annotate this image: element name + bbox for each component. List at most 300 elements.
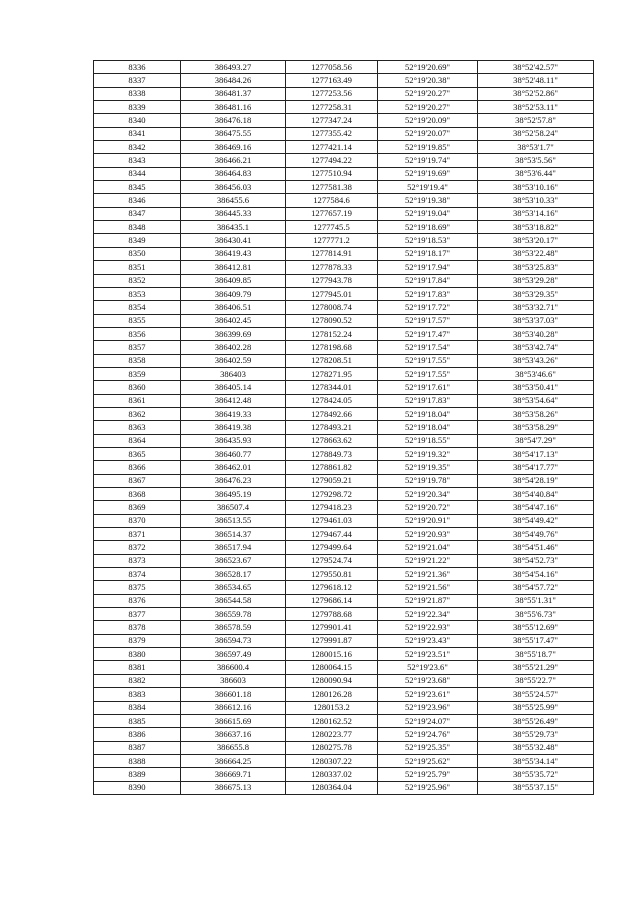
table-row: [94, 101, 594, 114]
table-row: [94, 114, 594, 127]
table-row: [94, 314, 594, 327]
y-coordinate-cell: 1278492.66: [286, 407, 378, 420]
y-coordinate-cell: 1280307.22: [286, 754, 378, 767]
y-coordinate-cell: 1280090.94: [286, 674, 378, 687]
latitude-cell: 52°19'19.38": [378, 194, 478, 207]
point-number-cell: 8363: [94, 421, 181, 434]
y-coordinate-cell: 1278208.51: [286, 354, 378, 367]
longitude-cell: 38°54'40.84": [478, 488, 594, 501]
y-coordinate-cell: 1278152.24: [286, 327, 378, 340]
longitude-cell: 38°54'7.29": [478, 434, 594, 447]
longitude-cell: 38°52'48.11": [478, 74, 594, 87]
longitude-cell: 38°55'29.73": [478, 728, 594, 741]
y-coordinate-cell: 1279059.21: [286, 474, 378, 487]
longitude-cell: 38°55'12.69": [478, 621, 594, 634]
x-coordinate-cell: 386419.43: [181, 247, 286, 260]
table-row: [94, 514, 594, 527]
latitude-cell: 52°19'19.78": [378, 474, 478, 487]
latitude-cell: 52°19'25.96": [378, 781, 478, 794]
point-number-cell: 8385: [94, 714, 181, 727]
longitude-cell: 38°53'20.17": [478, 234, 594, 247]
point-number-cell: 8350: [94, 247, 181, 260]
longitude-cell: 38°53'18.82": [478, 221, 594, 234]
y-coordinate-cell: 1277258.31: [286, 101, 378, 114]
y-coordinate-cell: 1280064.15: [286, 661, 378, 674]
y-coordinate-cell: 1279418.23: [286, 501, 378, 514]
table-row: [94, 541, 594, 554]
point-number-cell: 8355: [94, 314, 181, 327]
y-coordinate-cell: 1280162.52: [286, 714, 378, 727]
latitude-cell: 52°19'20.38": [378, 74, 478, 87]
x-coordinate-cell: 386466.21: [181, 154, 286, 167]
x-coordinate-cell: 386462.01: [181, 461, 286, 474]
table-row: [94, 488, 594, 501]
longitude-cell: 38°55'26.49": [478, 714, 594, 727]
point-number-cell: 8386: [94, 728, 181, 741]
longitude-cell: 38°52'52.86": [478, 87, 594, 100]
point-number-cell: 8375: [94, 581, 181, 594]
latitude-cell: 52°19'18.04": [378, 421, 478, 434]
y-coordinate-cell: 1278849.73: [286, 447, 378, 460]
table-row: [94, 74, 594, 87]
longitude-cell: 38°54'49.76": [478, 528, 594, 541]
latitude-cell: 52°19'19.32": [378, 447, 478, 460]
point-number-cell: 8347: [94, 207, 181, 220]
longitude-cell: 38°53'46.6": [478, 367, 594, 380]
point-number-cell: 8368: [94, 488, 181, 501]
x-coordinate-cell: 386419.38: [181, 421, 286, 434]
y-coordinate-cell: 1277745.5: [286, 221, 378, 234]
y-coordinate-cell: 1278663.62: [286, 434, 378, 447]
longitude-cell: 38°54'17.13": [478, 447, 594, 460]
longitude-cell: 38°53'58.26": [478, 407, 594, 420]
x-coordinate-cell: 386476.18: [181, 114, 286, 127]
table-row: [94, 261, 594, 274]
latitude-cell: 52°19'20.34": [378, 488, 478, 501]
point-number-cell: 8340: [94, 114, 181, 127]
longitude-cell: 38°54'17.77": [478, 461, 594, 474]
latitude-cell: 52°19'18.55": [378, 434, 478, 447]
longitude-cell: 38°54'28.19": [478, 474, 594, 487]
latitude-cell: 52°19'17.55": [378, 354, 478, 367]
x-coordinate-cell: 386664.25: [181, 754, 286, 767]
y-coordinate-cell: 1279991.87: [286, 634, 378, 647]
longitude-cell: 38°53'10.16": [478, 181, 594, 194]
point-number-cell: 8366: [94, 461, 181, 474]
latitude-cell: 52°19'20.27": [378, 101, 478, 114]
table-row: [94, 341, 594, 354]
longitude-cell: 38°53'54.64": [478, 394, 594, 407]
table-row: [94, 287, 594, 300]
longitude-cell: 38°54'51.46": [478, 541, 594, 554]
longitude-cell: 38°53'32.71": [478, 301, 594, 314]
longitude-cell: 38°54'57.72": [478, 581, 594, 594]
point-number-cell: 8362: [94, 407, 181, 420]
x-coordinate-cell: 386476.23: [181, 474, 286, 487]
latitude-cell: 52°19'18.69": [378, 221, 478, 234]
longitude-cell: 38°54'54.16": [478, 568, 594, 581]
y-coordinate-cell: 1279499.64: [286, 541, 378, 554]
point-number-cell: 8341: [94, 127, 181, 140]
x-coordinate-cell: 386456.03: [181, 181, 286, 194]
y-coordinate-cell: 1278271.95: [286, 367, 378, 380]
latitude-cell: 52°19'21.04": [378, 541, 478, 554]
y-coordinate-cell: 1277421.14: [286, 141, 378, 154]
point-number-cell: 8357: [94, 341, 181, 354]
longitude-cell: 38°55'1.31": [478, 594, 594, 607]
latitude-cell: 52°19'17.47": [378, 327, 478, 340]
table-row: [94, 367, 594, 380]
y-coordinate-cell: 1279467.44: [286, 528, 378, 541]
longitude-cell: 38°55'24.57": [478, 688, 594, 701]
y-coordinate-cell: 1277943.78: [286, 274, 378, 287]
y-coordinate-cell: 1279550.81: [286, 568, 378, 581]
table-row: [94, 127, 594, 140]
table-row: [94, 621, 594, 634]
latitude-cell: 52°19'20.91": [378, 514, 478, 527]
point-number-cell: 8365: [94, 447, 181, 460]
x-coordinate-cell: 386481.37: [181, 87, 286, 100]
longitude-cell: 38°52'58.24": [478, 127, 594, 140]
longitude-cell: 38°53'37.03": [478, 314, 594, 327]
longitude-cell: 38°55'25.99": [478, 701, 594, 714]
table-row: [94, 554, 594, 567]
x-coordinate-cell: 386402.45: [181, 314, 286, 327]
table-row: [94, 581, 594, 594]
x-coordinate-cell: 386669.71: [181, 768, 286, 781]
longitude-cell: 38°53'6.44": [478, 167, 594, 180]
table-row: [94, 154, 594, 167]
longitude-cell: 38°53'22.48": [478, 247, 594, 260]
table-row: [94, 474, 594, 487]
table-row: [94, 501, 594, 514]
y-coordinate-cell: 1280364.04: [286, 781, 378, 794]
longitude-cell: 38°55'34.14": [478, 754, 594, 767]
x-coordinate-cell: 386514.37: [181, 528, 286, 541]
latitude-cell: 52°19'22.34": [378, 608, 478, 621]
latitude-cell: 52°19'17.83": [378, 394, 478, 407]
y-coordinate-cell: 1278493.21: [286, 421, 378, 434]
latitude-cell: 52°19'17.72": [378, 301, 478, 314]
latitude-cell: 52°19'21.56": [378, 581, 478, 594]
latitude-cell: 52°19'24.76": [378, 728, 478, 741]
table-row: [94, 247, 594, 260]
table-row: [94, 274, 594, 287]
point-number-cell: 8343: [94, 154, 181, 167]
point-number-cell: 8364: [94, 434, 181, 447]
latitude-cell: 52°19'20.93": [378, 528, 478, 541]
y-coordinate-cell: 1280153.2: [286, 701, 378, 714]
y-coordinate-cell: 1278344.01: [286, 381, 378, 394]
y-coordinate-cell: 1277253.56: [286, 87, 378, 100]
latitude-cell: 52°19'25.62": [378, 754, 478, 767]
latitude-cell: 52°19'21.87": [378, 594, 478, 607]
point-number-cell: 8384: [94, 701, 181, 714]
longitude-cell: 38°55'6.73": [478, 608, 594, 621]
x-coordinate-cell: 386612.16: [181, 701, 286, 714]
longitude-cell: 38°53'42.74": [478, 341, 594, 354]
table-row: [94, 61, 594, 74]
table-row: [94, 354, 594, 367]
latitude-cell: 52°19'19.69": [378, 167, 478, 180]
latitude-cell: 52°19'23.6": [378, 661, 478, 674]
longitude-cell: 38°55'17.47": [478, 634, 594, 647]
y-coordinate-cell: 1277058.56: [286, 61, 378, 74]
point-number-cell: 8380: [94, 648, 181, 661]
y-coordinate-cell: 1277945.01: [286, 287, 378, 300]
x-coordinate-cell: 386399.69: [181, 327, 286, 340]
longitude-cell: 38°53'43.26": [478, 354, 594, 367]
point-number-cell: 8369: [94, 501, 181, 514]
point-number-cell: 8371: [94, 528, 181, 541]
latitude-cell: 52°19'22.93": [378, 621, 478, 634]
latitude-cell: 52°19'18.04": [378, 407, 478, 420]
x-coordinate-cell: 386495.19: [181, 488, 286, 501]
latitude-cell: 52°19'17.94": [378, 261, 478, 274]
table-row: [94, 87, 594, 100]
y-coordinate-cell: 1277814.91: [286, 247, 378, 260]
y-coordinate-cell: 1279686.14: [286, 594, 378, 607]
latitude-cell: 52°19'24.07": [378, 714, 478, 727]
y-coordinate-cell: 1278008.74: [286, 301, 378, 314]
latitude-cell: 52°19'20.72": [378, 501, 478, 514]
x-coordinate-cell: 386460.77: [181, 447, 286, 460]
latitude-cell: 52°19'18.17": [378, 247, 478, 260]
table-row: [94, 327, 594, 340]
x-coordinate-cell: 386578.59: [181, 621, 286, 634]
latitude-cell: 52°19'21.36": [378, 568, 478, 581]
point-number-cell: 8360: [94, 381, 181, 394]
x-coordinate-cell: 386402.59: [181, 354, 286, 367]
point-number-cell: 8367: [94, 474, 181, 487]
latitude-cell: 52°19'17.83": [378, 287, 478, 300]
table-row: [94, 407, 594, 420]
table-row: [94, 234, 594, 247]
table-row: [94, 301, 594, 314]
point-number-cell: 8338: [94, 87, 181, 100]
x-coordinate-cell: 386528.17: [181, 568, 286, 581]
longitude-cell: 38°52'53.11": [478, 101, 594, 114]
x-coordinate-cell: 386493.27: [181, 61, 286, 74]
table-row: [94, 728, 594, 741]
x-coordinate-cell: 386615.69: [181, 714, 286, 727]
point-number-cell: 8354: [94, 301, 181, 314]
point-number-cell: 8346: [94, 194, 181, 207]
x-coordinate-cell: 386469.16: [181, 141, 286, 154]
x-coordinate-cell: 386409.85: [181, 274, 286, 287]
table-row: [94, 754, 594, 767]
y-coordinate-cell: 1277878.33: [286, 261, 378, 274]
point-number-cell: 8387: [94, 741, 181, 754]
x-coordinate-cell: 386513.55: [181, 514, 286, 527]
table-row: [94, 181, 594, 194]
table-row: [94, 674, 594, 687]
x-coordinate-cell: 386402.28: [181, 341, 286, 354]
latitude-cell: 52°19'17.84": [378, 274, 478, 287]
point-number-cell: 8339: [94, 101, 181, 114]
x-coordinate-cell: 386594.73: [181, 634, 286, 647]
x-coordinate-cell: 386481.16: [181, 101, 286, 114]
x-coordinate-cell: 386559.78: [181, 608, 286, 621]
x-coordinate-cell: 386430.41: [181, 234, 286, 247]
point-number-cell: 8345: [94, 181, 181, 194]
table-row: [94, 394, 594, 407]
longitude-cell: 38°55'35.72": [478, 768, 594, 781]
point-number-cell: 8378: [94, 621, 181, 634]
x-coordinate-cell: 386455.6: [181, 194, 286, 207]
longitude-cell: 38°53'29.35": [478, 287, 594, 300]
point-number-cell: 8382: [94, 674, 181, 687]
latitude-cell: 52°19'23.51": [378, 648, 478, 661]
coordinates-table: [93, 60, 594, 795]
table-row: [94, 434, 594, 447]
x-coordinate-cell: 386419.33: [181, 407, 286, 420]
y-coordinate-cell: 1280015.16: [286, 648, 378, 661]
table-row: [94, 781, 594, 794]
y-coordinate-cell: 1279524.74: [286, 554, 378, 567]
table-row: [94, 421, 594, 434]
latitude-cell: 52°19'25.79": [378, 768, 478, 781]
point-number-cell: 8361: [94, 394, 181, 407]
table-row: [94, 167, 594, 180]
point-number-cell: 8352: [94, 274, 181, 287]
latitude-cell: 52°19'20.69": [378, 61, 478, 74]
x-coordinate-cell: 386597.49: [181, 648, 286, 661]
latitude-cell: 52°19'21.22": [378, 554, 478, 567]
longitude-cell: 38°52'57.8": [478, 114, 594, 127]
latitude-cell: 52°19'17.55": [378, 367, 478, 380]
table-row: [94, 661, 594, 674]
longitude-cell: 38°54'52.73": [478, 554, 594, 567]
latitude-cell: 52°19'20.07": [378, 127, 478, 140]
x-coordinate-cell: 386675.13: [181, 781, 286, 794]
table-row: [94, 634, 594, 647]
x-coordinate-cell: 386409.79: [181, 287, 286, 300]
coordinates-table-body: [94, 61, 594, 795]
y-coordinate-cell: 1277510.94: [286, 167, 378, 180]
longitude-cell: 38°53'29.28": [478, 274, 594, 287]
x-coordinate-cell: 386484.26: [181, 74, 286, 87]
y-coordinate-cell: 1277355.42: [286, 127, 378, 140]
latitude-cell: 52°19'20.09": [378, 114, 478, 127]
y-coordinate-cell: 1278090.52: [286, 314, 378, 327]
y-coordinate-cell: 1277163.49: [286, 74, 378, 87]
longitude-cell: 38°53'25.83": [478, 261, 594, 274]
y-coordinate-cell: 1279298.72: [286, 488, 378, 501]
longitude-cell: 38°55'18.7": [478, 648, 594, 661]
x-coordinate-cell: 386403: [181, 367, 286, 380]
longitude-cell: 38°53'14.16": [478, 207, 594, 220]
point-number-cell: 8379: [94, 634, 181, 647]
table-row: [94, 741, 594, 754]
y-coordinate-cell: 1280275.78: [286, 741, 378, 754]
y-coordinate-cell: 1277584.6: [286, 194, 378, 207]
y-coordinate-cell: 1279618.12: [286, 581, 378, 594]
x-coordinate-cell: 386405.14: [181, 381, 286, 394]
y-coordinate-cell: 1279901.41: [286, 621, 378, 634]
point-number-cell: 8376: [94, 594, 181, 607]
x-coordinate-cell: 386601.18: [181, 688, 286, 701]
longitude-cell: 38°55'22.7": [478, 674, 594, 687]
latitude-cell: 52°19'19.35": [378, 461, 478, 474]
point-number-cell: 8336: [94, 61, 181, 74]
latitude-cell: 52°19'20.27": [378, 87, 478, 100]
x-coordinate-cell: 386435.93: [181, 434, 286, 447]
latitude-cell: 52°19'17.54": [378, 341, 478, 354]
point-number-cell: 8373: [94, 554, 181, 567]
x-coordinate-cell: 386600.4: [181, 661, 286, 674]
x-coordinate-cell: 386445.33: [181, 207, 286, 220]
x-coordinate-cell: 386517.94: [181, 541, 286, 554]
longitude-cell: 38°53'10.33": [478, 194, 594, 207]
longitude-cell: 38°53'1.7": [478, 141, 594, 154]
latitude-cell: 52°19'19.74": [378, 154, 478, 167]
x-coordinate-cell: 386412.48: [181, 394, 286, 407]
x-coordinate-cell: 386655.8: [181, 741, 286, 754]
y-coordinate-cell: 1277494.22: [286, 154, 378, 167]
table-row: [94, 381, 594, 394]
latitude-cell: 52°19'17.57": [378, 314, 478, 327]
latitude-cell: 52°19'23.43": [378, 634, 478, 647]
latitude-cell: 52°19'19.85": [378, 141, 478, 154]
longitude-cell: 38°53'5.56": [478, 154, 594, 167]
longitude-cell: 38°54'49.42": [478, 514, 594, 527]
table-row: [94, 447, 594, 460]
latitude-cell: 52°19'17.61": [378, 381, 478, 394]
y-coordinate-cell: 1279461.03: [286, 514, 378, 527]
table-row: [94, 594, 594, 607]
latitude-cell: 52°19'23.61": [378, 688, 478, 701]
x-coordinate-cell: 386406.51: [181, 301, 286, 314]
y-coordinate-cell: 1279788.68: [286, 608, 378, 621]
x-coordinate-cell: 386523.67: [181, 554, 286, 567]
table-row: [94, 141, 594, 154]
table-row: [94, 648, 594, 661]
longitude-cell: 38°53'50.41": [478, 381, 594, 394]
point-number-cell: 8342: [94, 141, 181, 154]
point-number-cell: 8351: [94, 261, 181, 274]
table-row: [94, 568, 594, 581]
x-coordinate-cell: 386507.4: [181, 501, 286, 514]
y-coordinate-cell: 1277347.24: [286, 114, 378, 127]
table-row: [94, 207, 594, 220]
y-coordinate-cell: 1280126.28: [286, 688, 378, 701]
y-coordinate-cell: 1280223.77: [286, 728, 378, 741]
longitude-cell: 38°55'37.15": [478, 781, 594, 794]
point-number-cell: 8370: [94, 514, 181, 527]
longitude-cell: 38°54'47.16": [478, 501, 594, 514]
latitude-cell: 52°19'25.35": [378, 741, 478, 754]
x-coordinate-cell: 386435.1: [181, 221, 286, 234]
table-row: [94, 461, 594, 474]
point-number-cell: 8348: [94, 221, 181, 234]
y-coordinate-cell: 1277581.38: [286, 181, 378, 194]
point-number-cell: 8389: [94, 768, 181, 781]
point-number-cell: 8349: [94, 234, 181, 247]
point-number-cell: 8388: [94, 754, 181, 767]
table-row: [94, 714, 594, 727]
y-coordinate-cell: 1278861.82: [286, 461, 378, 474]
table-row: [94, 221, 594, 234]
x-coordinate-cell: 386534.65: [181, 581, 286, 594]
point-number-cell: 8353: [94, 287, 181, 300]
point-number-cell: 8358: [94, 354, 181, 367]
table-row: [94, 194, 594, 207]
x-coordinate-cell: 386412.81: [181, 261, 286, 274]
y-coordinate-cell: 1278198.68: [286, 341, 378, 354]
latitude-cell: 52°19'18.53": [378, 234, 478, 247]
point-number-cell: 8356: [94, 327, 181, 340]
